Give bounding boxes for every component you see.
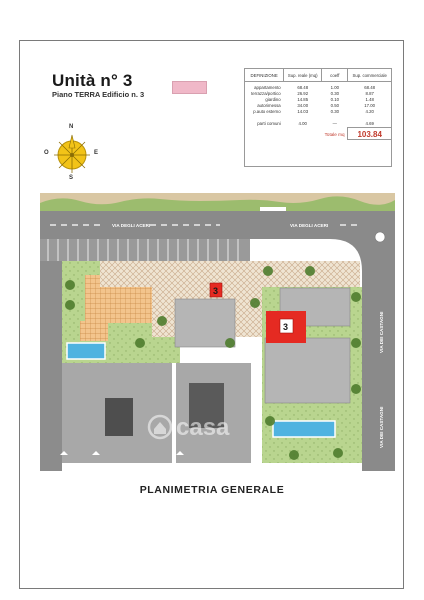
compass-south: S [69,175,74,181]
row-coef: 0.10 [330,97,339,102]
row-coef: 1.00 [330,85,339,90]
row-commercial: 4.20 [365,109,374,114]
site-plan-drawing [40,193,395,471]
header-real-area: Sup. reale (mq) [284,69,322,82]
site-plan [40,193,395,471]
unit-color-swatch [172,81,207,94]
row-label: appartamento [254,85,281,90]
row-label: terrazza/portico [251,91,281,96]
row-coef: 0.50 [330,103,339,108]
row-real: 34.00 [297,103,309,108]
compass-north: N [69,124,74,130]
row-real: 26.92 [297,91,309,96]
row-coef: — [332,121,337,127]
row-label: parti comuni [257,121,281,127]
compass-rose [38,126,106,184]
street-top-label-1: VIA DEGLI ACERI [112,223,151,228]
total-value: 103.84 [348,127,392,140]
building-badge-main: 3 [283,322,289,332]
row-real: 14.03 [297,109,309,114]
areas-table [244,68,392,140]
compass-east: E [94,150,99,156]
total-label: Totale mq [324,131,345,137]
watermark-text: casa [176,414,230,441]
row-label: giardino [265,97,281,102]
table-row-total [245,127,392,140]
row-coef: 0.30 [330,91,339,96]
row-commercial: 1.48 [365,97,374,102]
row-commercial: 68.48 [364,85,376,90]
compass-west: O [44,150,49,156]
unit-subtitle: Piano TERRA Edificio n. 3 [52,90,145,99]
street-right-label-2: VIA DEI CASTAGNI [379,406,384,448]
header-definition: DEFINIZIONE [245,69,284,82]
row-label: autorimessa [257,103,281,108]
row-real: 4.00 [298,121,307,127]
header-coefficient: coeff [322,69,348,82]
plan-title: PLANIMETRIA GENERALE [139,484,285,496]
building-badge-upper: 3 [213,286,219,296]
row-real: 14.85 [297,97,309,102]
row-commercial: 8.87 [365,91,374,96]
street-right-label-1: VIA DEI CASTAGNI [379,311,384,353]
row-real: 68.48 [297,85,309,90]
row-commercial: 4.69 [365,121,374,126]
unit-title: Unità n° 3 [52,71,133,90]
table-row [245,82,392,91]
street-top-label-2: VIA DEGLI ACERI [290,223,329,228]
header-commercial-area: Sup. commerciale [348,69,392,82]
areas-table-header [245,69,392,82]
row-coef: 0.30 [330,109,339,114]
row-commercial: 17.00 [364,103,376,108]
row-label: p.auto esterno [253,109,281,114]
